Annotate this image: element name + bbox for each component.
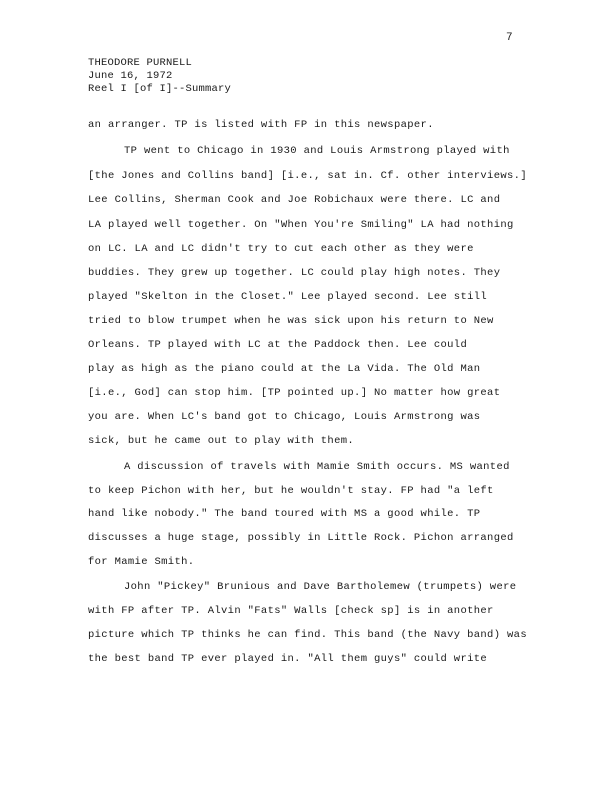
text-line: an arranger. TP is listed with FP in this newspaper. xyxy=(88,119,434,131)
text-line: A discussion of travels with Mamie Smith occurs. MS wanted xyxy=(124,461,510,473)
text-line: [the Jones and Collins band] [i.e., sat in. Cf. other interviews.] xyxy=(88,170,527,182)
header-date: June 16, 1972 xyxy=(88,70,173,82)
text-line: LA played well together. On "When You're Smiling" LA had nothing xyxy=(88,219,514,231)
text-line: Lee Collins, Sherman Cook and Joe Robichaux were there. LC and xyxy=(88,194,501,206)
header-name: THEODORE PURNELL xyxy=(88,57,193,69)
page-number: 7 xyxy=(506,32,513,44)
text-line: played "Skelton in the Closet." Lee played second. Lee still xyxy=(88,291,488,303)
header-reel: Reel I [of I]--Summary xyxy=(88,83,232,95)
text-line: on LC. LA and LC didn't try to cut each other as they were xyxy=(88,243,474,255)
text-line: discusses a huge stage, possibly in Little Rock. Pichon arranged xyxy=(88,532,514,544)
text-line: [i.e., God] can stop him. [TP pointed up.] No matter how great xyxy=(88,387,501,399)
text-line: hand like nobody." The band toured with MS a good while. TP xyxy=(88,508,481,520)
text-line: TP went to Chicago in 1930 and Louis Armstrong played with xyxy=(124,145,510,157)
text-line: John "Pickey" Brunious and Dave Bartholemew (trumpets) were xyxy=(124,581,517,593)
text-line: Orleans. TP played with LC at the Paddock then. Lee could xyxy=(88,339,468,351)
text-line: to keep Pichon with her, but he wouldn't stay. FP had "a left xyxy=(88,485,494,497)
text-line: picture which TP thinks he can find. This band (the Navy band) was xyxy=(88,629,527,641)
text-line: tried to blow trumpet when he was sick upon his return to New xyxy=(88,315,494,327)
text-line: for Mamie Smith. xyxy=(88,556,195,568)
text-line: buddies. They grew up together. LC could play high notes. They xyxy=(88,267,501,279)
page-header xyxy=(88,57,231,96)
text-line: with FP after TP. Alvin "Fats" Walls [check sp] is in another xyxy=(88,605,494,617)
text-line: play as high as the piano could at the La Vida. The Old Man xyxy=(88,363,481,375)
text-line: you are. When LC's band got to Chicago, Louis Armstrong was xyxy=(88,411,481,423)
text-line: the best band TP ever played in. "All them guys" could write xyxy=(88,653,488,665)
text-line: sick, but he came out to play with them. xyxy=(88,435,355,447)
